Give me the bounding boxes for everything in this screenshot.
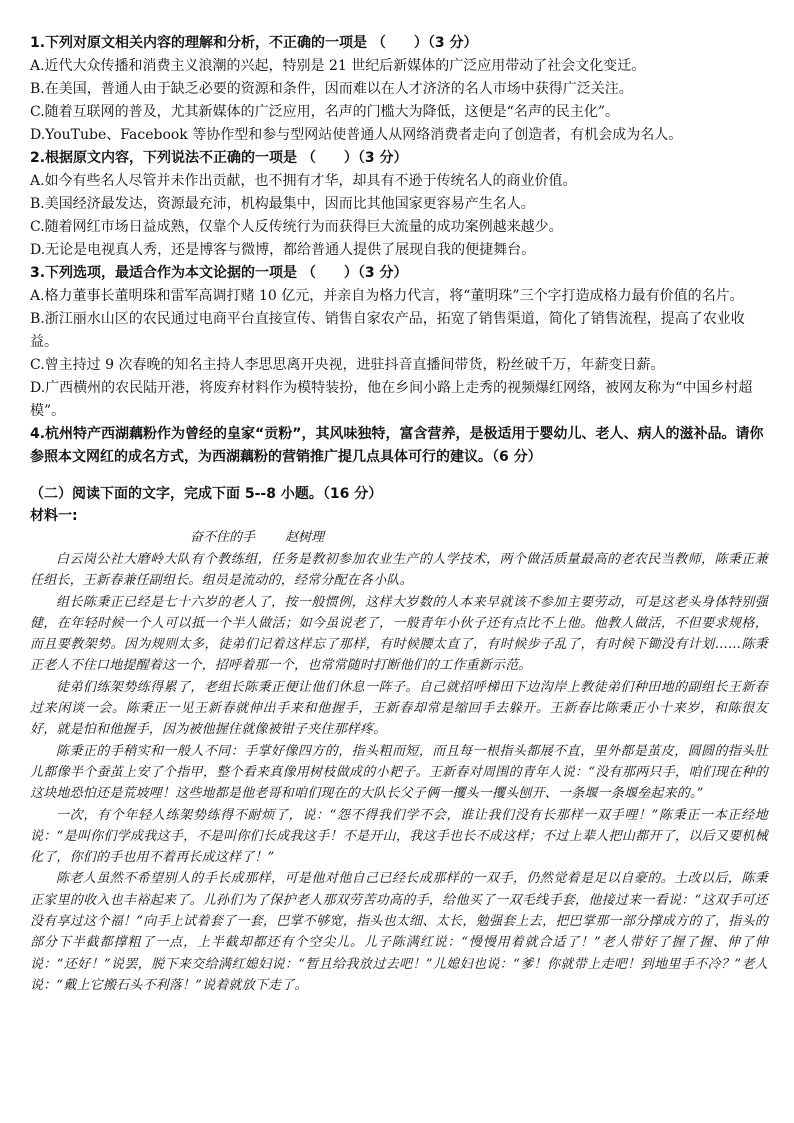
- question-1-option-a: A.近代大众传播和消费主义浪潮的兴起，特别是 21 世纪后新媒体的广泛应用带动了社会文化变迁。: [30, 58, 646, 74]
- question-2-option-b: B.美国经济最发达，资源最充沛，机构最集中，因而比其他国家更容易产生名人。: [30, 196, 535, 212]
- story-paragraph: 一次，有个年轻人练架势练得不耐烦了，说：“怨不得我们学不会，谁让我们没有长那样一双手哩！”陈秉正一本正经地说：“是叫你们学成我这手，不是叫你们长成我这手！不是开山，我这手也长不成这样；不过上辈人把山都开了，以后又要机械化了，你们的手也用不着再长成这样了！”: [30, 807, 768, 866]
- question-2-stem: 2.根据原文内容，下列说法不正确的一项是 （ ）（3 分）: [30, 150, 408, 166]
- question-3-option-d: D.广西横州的农民陆开港，将废弃材料作为模特装扮，他在乡间小路上走秀的视频爆红网络，被网友称为“中国乡村超模”。: [30, 380, 753, 419]
- question-3-option-b: B.浙江丽水山区的农民通过电商平台直接宣传、销售自家农产品，拓宽了销售渠道，简化了销售流程，提高了农业收益。: [30, 311, 745, 350]
- question-1-option-d: D.YouTube、Facebook 等协作型和参与型网站使普通人从网络消费者走向了创造者，有机会成为名人。: [30, 127, 683, 143]
- story-paragraph: 徒弟们练架势练得累了，老组长陈秉正便让他们休息一阵子。自己就招呼梯田下边沟岸上教徒弟们种田地的副组长王新春过来闲谈一会。陈秉正一见王新春就伸出手来和他握手，王新春却常是缩回手去躲开。王新春比陈秉正小十来岁，和陈很友好，就是怕和他握手，因为被他握住就像被钳子夹住那样疼。: [30, 679, 768, 738]
- story-paragraph: 白云岗公社大磨岭大队有个教练组，任务是教初参加农业生产的人学技术，两个做活质量最高的老农民当教师，陈秉正兼任组长，王新春兼任副组长。组员是流动的，经常分配在各小队。: [30, 552, 768, 589]
- story-title: 奋不住的手: [190, 530, 256, 545]
- question-2-option-c: C.随着网红市场日益成熟，仅靠个人反传统行为而获得巨大流量的成功案例越来越少。: [30, 219, 563, 235]
- question-3-stem: 3.下列选项，最适合作为本文论据的一项是 （ ）（3 分）: [30, 265, 408, 281]
- story-paragraph: 组长陈秉正已经是七十六岁的老人了，按一般惯例，这样大岁数的人本来早就该不参加主要劳动，可是这老头身体特别强健，在年轻时候一个人可以抵一个半人做活；如今虽说老了，一般青年小伙子还有点比不上他。他教人做活，不但要求规格，而且要教架势。因为规则太多，徒弟们记着这样忘了那样，有时候腰太直了，有时候步子乱了，有时候下锄没有计划……陈秉正老人不住口地提醒着这一个，招呼着那一个，也常常随时打断他们的工作重新示范。: [30, 594, 768, 674]
- story-paragraph: 陈老人虽然不希望别人的手长成那样，可是他对他自己已经长成那样的一双手，仍然觉着是足以自豪的。土改以后，陈秉正家里的收入也丰裕起来了。儿孙们为了保护老人那双劳苦功高的手，给他买了一双毛线手套，他接过来一看说：“这双手可还没有享过这个福！”向手上试着套了一套，巴掌不够宽，指头也太细、太长，勉强套上去，把巴掌那一部分撑成方的了，指头的部分下半截都撑粗了一点，上半截却都还有个空尖儿。儿子陈满红说：“慢慢用着就合适了！”老人带好了握了握、伸了伸说：“还好！”说罢，脱下来交给满红媳妇说：“暂且给我放过去吧！”儿媳妇也说：“爹！你就带上走吧！到地里手不冷？”老人说：“戴上它搬石头不利落！”说着就放下走了。: [30, 871, 768, 993]
- section-2-heading: （二）阅读下面的文字，完成下面 5--8 小题。（16 分）: [30, 486, 383, 502]
- exam-page: [30, 32, 768, 996]
- story-author: 赵树理: [285, 530, 325, 545]
- question-2-option-a: A.如今有些名人尽管并未作出贡献，也不拥有才华，却具有不逊于传统名人的商业价值。: [30, 173, 577, 189]
- question-1-option-c: C.随着互联网的普及，尤其新媒体的广泛应用，名声的门槛大为降低，这便是“名声的民主化”。: [30, 104, 619, 120]
- question-2-option-d: D.无论是电视真人秀，还是博客与微博，都给普通人提供了展现自我的便捷舞台。: [30, 242, 536, 258]
- story-title-line: [190, 527, 768, 549]
- question-3-option-a: A.格力董事长董明珠和雷军高调打赌 10 亿元，并亲自为格力代言，将“董明珠”三个字打造成格力最有价值的名片。: [30, 288, 744, 304]
- question-1-option-b: B.在美国，普通人由于缺乏必要的资源和条件，因而难以在人才济济的名人市场中获得广泛关注。: [30, 81, 633, 97]
- material-1-label: 材料一:: [30, 508, 78, 524]
- question-4-stem: 4.杭州特产西湖藕粉作为曾经的皇家“贡粉”，其风味独特，富含营养，是极适用于婴幼儿、老人、病人的滋补品。请你参照本文网红的成名方式，为西湖藕粉的营销推广提几点具体可行的建议。（6 分）: [30, 426, 764, 465]
- story-paragraph: 陈秉正的手稍实和一般人不同：手掌好像四方的，指头粗而短，而且每一根指头都展不直，里外都是茧皮，圆圆的指头肚儿都像半个蚕茧上安了个指甲，整个看来真像用树枝做成的小耙子。王新春对周围的青年人说：“没有那两只手，咱们现在种的这块地恐怕还是荒坡哩！这些地都是他老哥和咱们现在的大队长父子俩一攫头一攫头刨开、一条堰一条堰垒起来的。”: [30, 743, 768, 802]
- question-3-option-c: C.曾主持过 9 次春晚的知名主持人李思思离开央视，进驻抖音直播间带货，粉丝破千万，年薪变日薪。: [30, 357, 665, 373]
- question-1-stem: 1.下列对原文相关内容的理解和分析，不正确的一项是 （ ）（3 分）: [30, 35, 478, 51]
